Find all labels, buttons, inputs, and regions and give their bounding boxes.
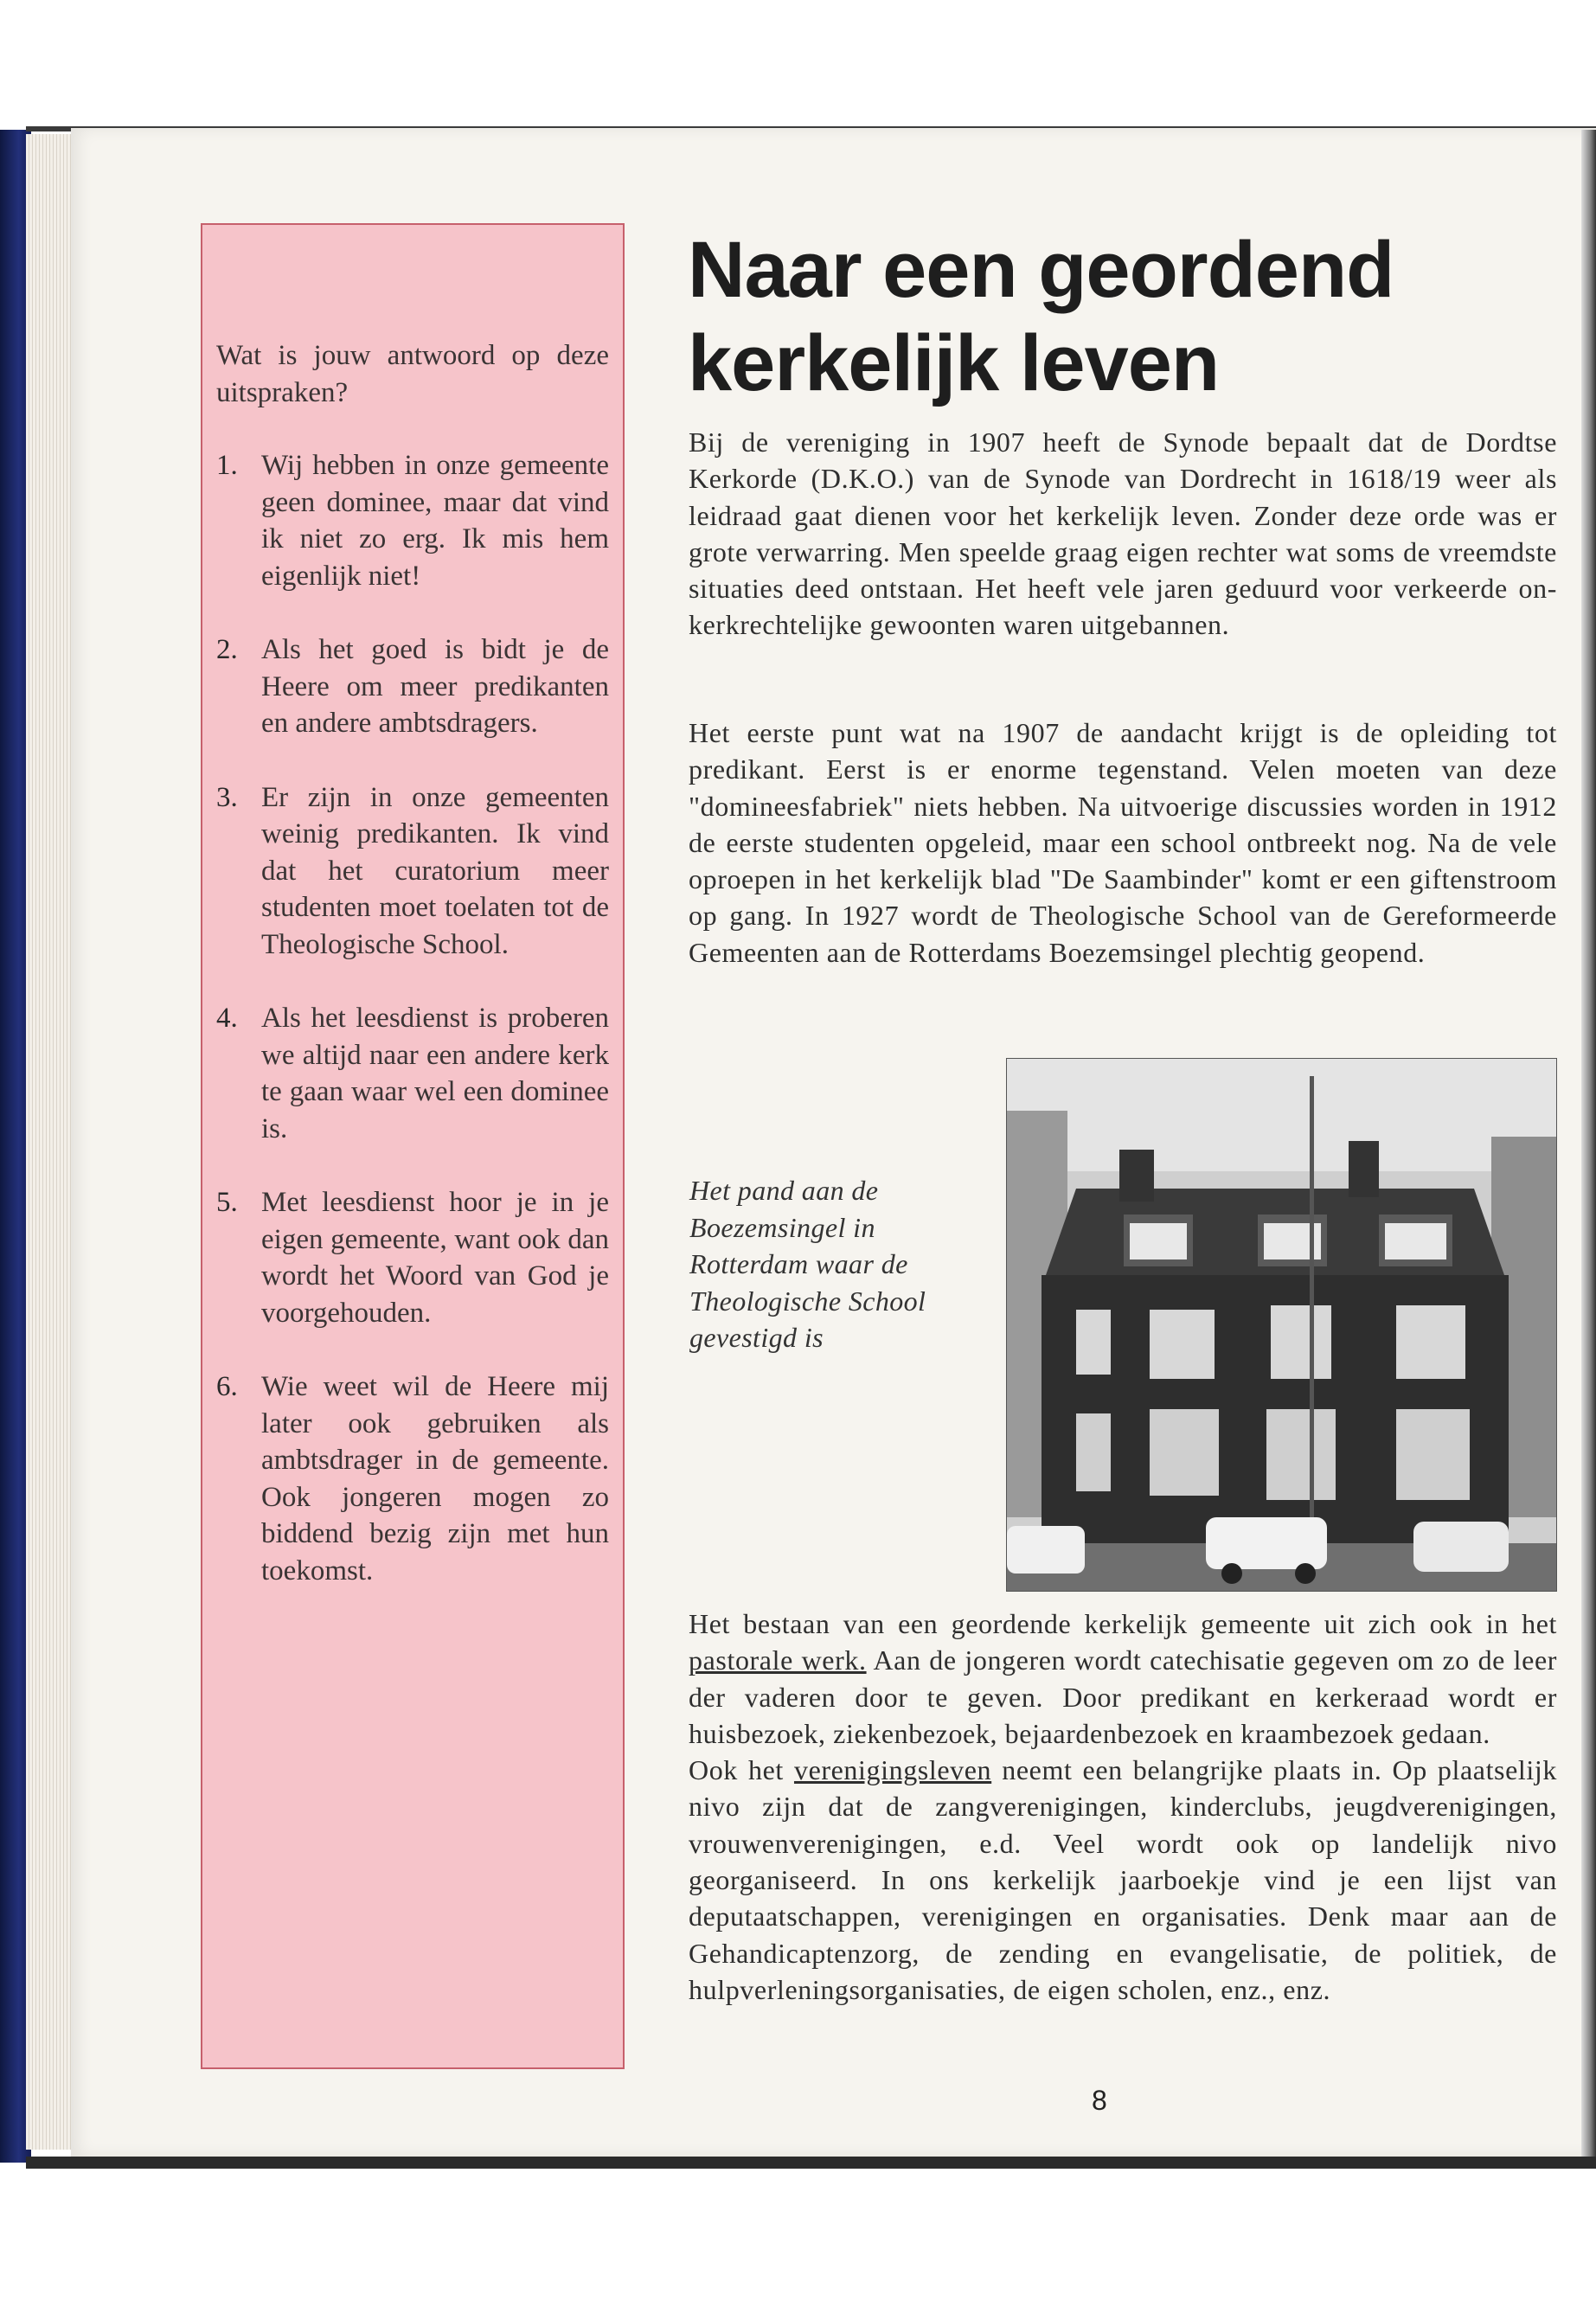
article-title: Naar een geordend kerkelijk leven [688,226,1394,407]
questions-sidebar [201,223,625,2069]
question-item [216,631,609,742]
question-number: 6. [216,1371,238,1402]
question-number: 2. [216,634,238,665]
question-number: 1. [216,450,238,481]
paragraph-3-text: neemt een belangrijke plaats in. Op plaatselijk nivo zijn dat de zangverenigingen, kinderclubs, jeugdverenigingen, vrouwenverenigingen, e.d. Veel wordt ook op landelijk nivo georganiseerd. In ons kerkelijk jaarboekje vind je een lijst van deputaatschappen, verenigingen en organisaties. Denk maar aan de Gehandicaptenzorg, de zending en evangelisatie, de politiek, de hulpverleningsorganisaties, de eigen scholen, enz., enz. [689,1754,1557,2005]
question-number: 4. [216,1003,238,1034]
article-paragraph-2: Het eerste punt wat na 1907 de aandacht krijgt is de opleiding tot predikant. Eerst is er enorme tegenstand. Velen moeten van deze "domineesfabriek" niets hebben. Na uitvoerige discussies worden in 1912 de eerste studenten opgeleid, maar een school ontbreekt nog. Na de vele oproepen in het kerkelijk blad "De Saambinder" komt er een giftenstroom op gang. In 1927 wordt de Theologische School van de Gereformeerde Gemeenten aan de Rotterdams Boezemsingel plechtig geopend. [689,717,1557,968]
question-text: Als het leesdienst is proberen we altijd naar een andere kerk te gaan waar wel een dominee is. [261,1003,609,1144]
question-text: Met leesdienst hoor je in je eigen gemeente, want ook dan wordt het Woord van God je voorgehouden. [261,1187,609,1329]
question-item [216,779,609,964]
page-gutter [1581,130,1596,2158]
question-text: Er zijn in onze gemeenten weinig predikanten. Ik vind dat het curatorium meer studenten moet toelaten tot de Theologische School. [261,781,609,960]
question-number: 3. [216,781,238,813]
pastorale-werk-underlined: pastorale werk. [689,1644,867,1676]
paragraph-3-text: Ook het [689,1754,794,1786]
question-text: Als het goed is bidt je de Heere om meer predikanten en andere ambtsdragers. [261,634,609,739]
article-paragraph-3 [689,1606,1557,2008]
article-paragraph-1: Bij de vereniging in 1907 heeft de Synode bepaalt dat de Dordtse Kerkorde (D.K.O.) van de Synode van Dordrecht in 1618/19 weer als leidraad gaat dienen voor het kerkelijk leven. Zonder deze orde was er grote verwarring. Men speelde graag eigen rechter wat soms de vreemdste situaties deed ontstaan. Het heeft vele jaren geduurd voor verkeerde on-kerkrechtelijke gewoonten waren uitgebannen. [689,426,1557,641]
question-item [216,1368,609,1589]
question-text: Wij hebben in onze gemeente geen dominee, maar dat vind ik niet zo erg. Ik mis hem eigenlijk niet! [261,450,609,592]
photo-caption: Het pand aan de Boezemsingel in Rotterdam waar de Theologische School gevestigd is [689,1175,926,1353]
question-item [216,1184,609,1331]
sidebar-intro: Wat is jouw antwoord op deze uitspraken? [216,340,609,408]
question-text: Wie weet wil de Heere mij later ook gebruiken als ambtsdrager in de gemeente. Ook jongeren mogen zo biddend bezig zijn met hun toekomst. [261,1371,609,1586]
paragraph-3-text: Aan de jongeren wordt catechisatie gegeven om zo de leer der vaderen door te geven. Door predikant en kerkeraad wordt er huisbezoek, ziekenbezoek, bejaardenbezoek en kraambezoek gedaan. [689,1644,1558,1749]
question-item [216,1000,609,1147]
question-number: 5. [216,1187,238,1218]
verenigingsleven-underlined: verenigingsleven [793,1754,992,1786]
question-item [216,447,609,594]
page-edges [26,134,78,2150]
page-number: 8 [1092,2085,1107,2116]
school-building-photo [1006,1058,1557,1592]
paragraph-3-text: Het bestaan van een geordende kerkelijk gemeente uit zich ook in het [689,1608,1557,1639]
page-bottom-edge [26,2157,1596,2169]
